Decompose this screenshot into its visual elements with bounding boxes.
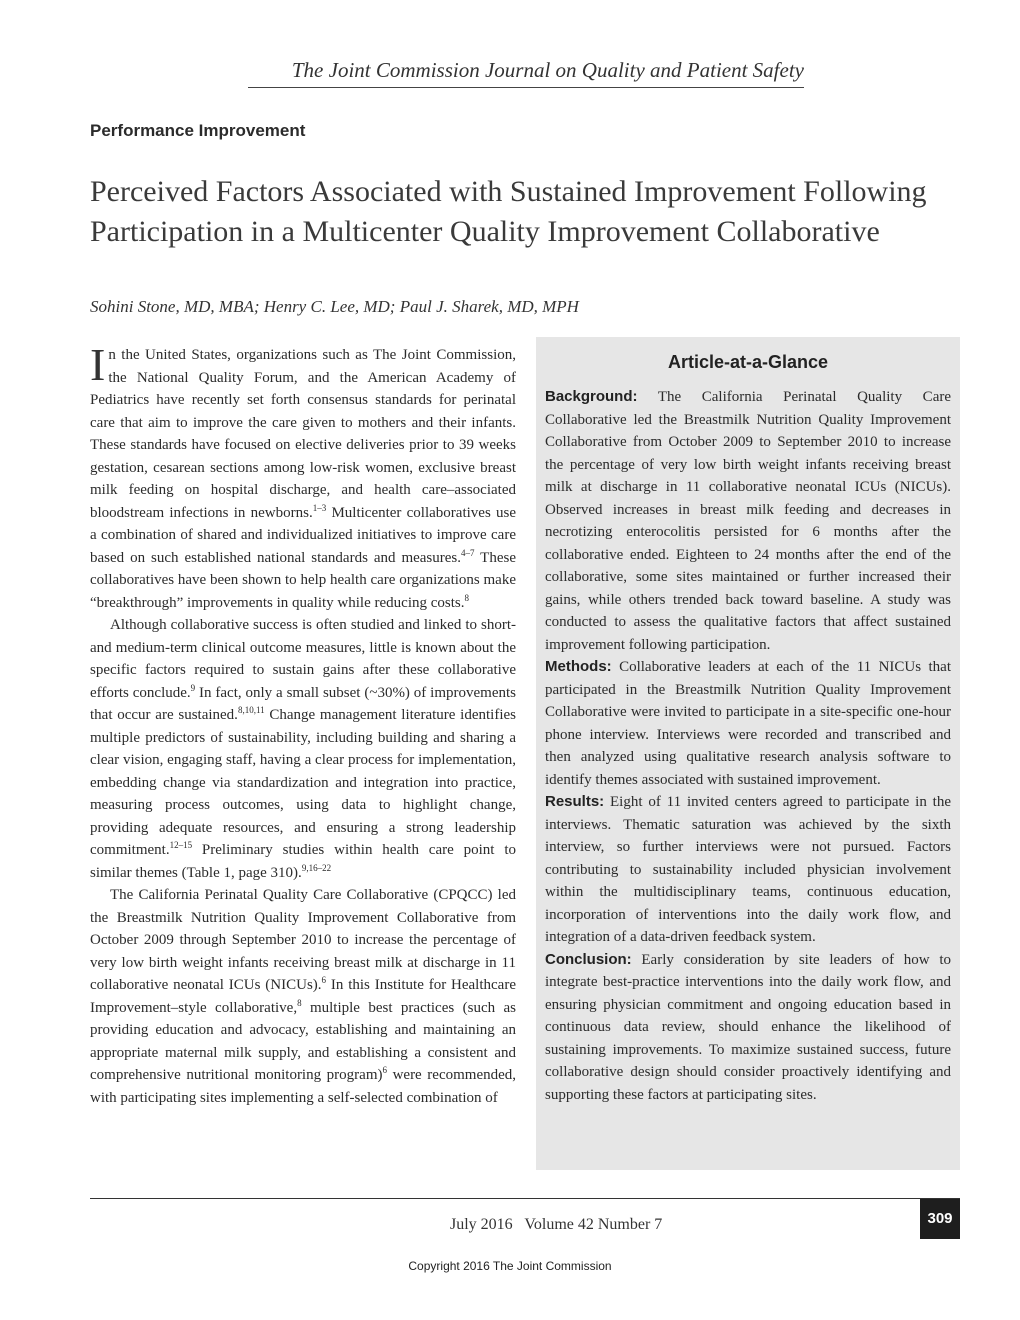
body-paragraph-2: Although collaborative success is often studied and linked to short- and medium-term clinical outcome measures, little is known about the specific factors required to sustain gains after these collaborative efforts conclude.$^9$ In fact, only a small subset (~30%) of improvements that occur are sustained.$^{8,10,11}$ Change management literature identifies multiple predictors of sustainability, including building and sharing a clear vision, engaging staff, having a clear process for implementation, embedding change via standardization and integration into practice, measuring process outcomes, using data to highlight change, providing adequate resources, and ensuring a strong leadership commitment.$^{12-15}$ Preliminary studies within health care point to similar themes (Table 1, page 310).$^{9,16-22}$ [90,617,516,881]
footer-divider [90,1198,960,1199]
journal-title: The Joint Commission Journal on Quality and Patient Safety [248,57,804,88]
glance-methods: Methods: Collaborative leaders at each of the 11 NICUs that participated in the Breastmilk Nutrition Quality Improvement Collaborative were invited to participate in a site-specific one-hour phone interview. Interviews were recorded and transcribed and then analyzed using qualitative research analysis software to identify themes associated with sustained improvement. [545,658,951,788]
glance-conclusion: Conclusion: Early consideration by site leaders of how to integrate best-practice interventions into the daily work flow, and ensuring physician commitment and ongoing education based in continuous data review, should enhance the likelihood of sustaining improvements. To maximize sustained success, future collaborative design should consider proactively identifying and supporting these factors at participating sites. [545,950,951,1103]
conclusion-label: Conclusion: [545,950,632,968]
body-column [90,344,516,1178]
glance-heading: Article-at-a-Glance [667,352,829,372]
glance-body [545,386,951,1106]
reference-marker: 1–3 [312,502,327,513]
reference-marker: 9 [190,682,196,693]
article-at-a-glance-box [536,337,960,1170]
methods-label: Methods: [545,658,612,675]
reference-marker: 9,16–22 [301,862,332,873]
copyright-notice: Copyright 2016 The Joint Commission [408,1259,612,1273]
drop-cap: I [90,344,106,390]
reference-marker: 6 [321,975,327,985]
reference-marker: 8,10,11 [237,705,265,715]
article-title: Perceived Factors Associated with Sustained Improvement Following Participation in a Multicenter Quality Improvement Collaborative [90,175,927,248]
body-paragraph-1: In the United States, organizations such as The Joint Commission, the National Quality Forum, and the American Academy of Pediatrics have recently set forth consensus standards for perinatal care that aim to improve the care given to mothers and their infants. These standards have focused on elective deliveries prior to 39 weeks gestation, cesarean sections among low-risk women, exclusive breast milk feeding on hospital discharge, and health care–associated bloodstream infections in newborns.$^{1-3}$ Multicenter collaboratives use a combination of shared and individualized initiatives to improve care based on such established national standards and measures.$^{4-7}$ These collaboratives have been shown to help health care organizations make “breakthrough” improvements in quality while reducing costs.$^8$ [90,344,516,611]
issue-info: July 2016 Volume 42 Number 7 [450,1216,663,1233]
author-list: Sohini Stone, MD, MBA; Henry C. Lee, MD; Paul J. Sharek, MD, MPH [90,297,579,316]
results-label: Results: [545,793,605,810]
glance-results: Results: Eight of 11 invited centers agreed to participate in the interviews. Thematic saturation was achieved by the sixth interview, so further interviews were not pursued. Factors contributing to sustainability included physician involvement within the multidisciplinary teams, continuous education, incorporation of interventions into the daily work flow, and integration of a data-driven feedback system. [545,793,951,945]
glance-background: Background: The California Perinatal Quality Care Collaborative led the Breastmilk Nutrition Quality Improvement Collaborative from October 2009 to September 2010 to increase the percentage of very low birth weight infants receiving breast milk at discharge in 11 collaborative neonatal ICUs (NICUs). Observed increases in breast milk feeding and decreases in necrotizing enterocolitis persisted for 6 months after the collaborative ended. Eighteen to 24 months after the end of the collaborative, some sites maintained or further increased their gains, while others trended back toward baseline. A study was conducted to assess the qualitative factors that affect sustained improvement following participation. [545,388,951,653]
reference-marker: 12–15 [169,840,193,850]
reference-marker: 8 [464,592,469,603]
section-label: Performance Improvement [90,121,306,140]
reference-marker: 6 [382,1065,387,1075]
reference-marker: 8 [297,997,302,1008]
page-number: 309 [920,1199,960,1239]
body-paragraph-3: The California Perinatal Quality Care Collaborative (CPQCC) led the Breastmilk Nutrition Quality Improvement Collaborative from October 2009 through September 2010 to increase the percentage of very low birth weight infants receiving breast milk at discharge in 11 collaborative neonatal ICUs (NICUs).$^6$ In this Institute for Healthcare Improvement–style collaborative,$^8$ multiple best practices (such as providing education and advocacy, establishing and maintaining an appropriate maternal milk supply, and establishing a consistent and comprehensive nutritional monitoring program)$^6$ were recommended, with participating sites implementing a self-selected combination of [90,887,516,1106]
background-label: Background: [545,388,638,405]
reference-marker: 4–7 [461,547,475,558]
